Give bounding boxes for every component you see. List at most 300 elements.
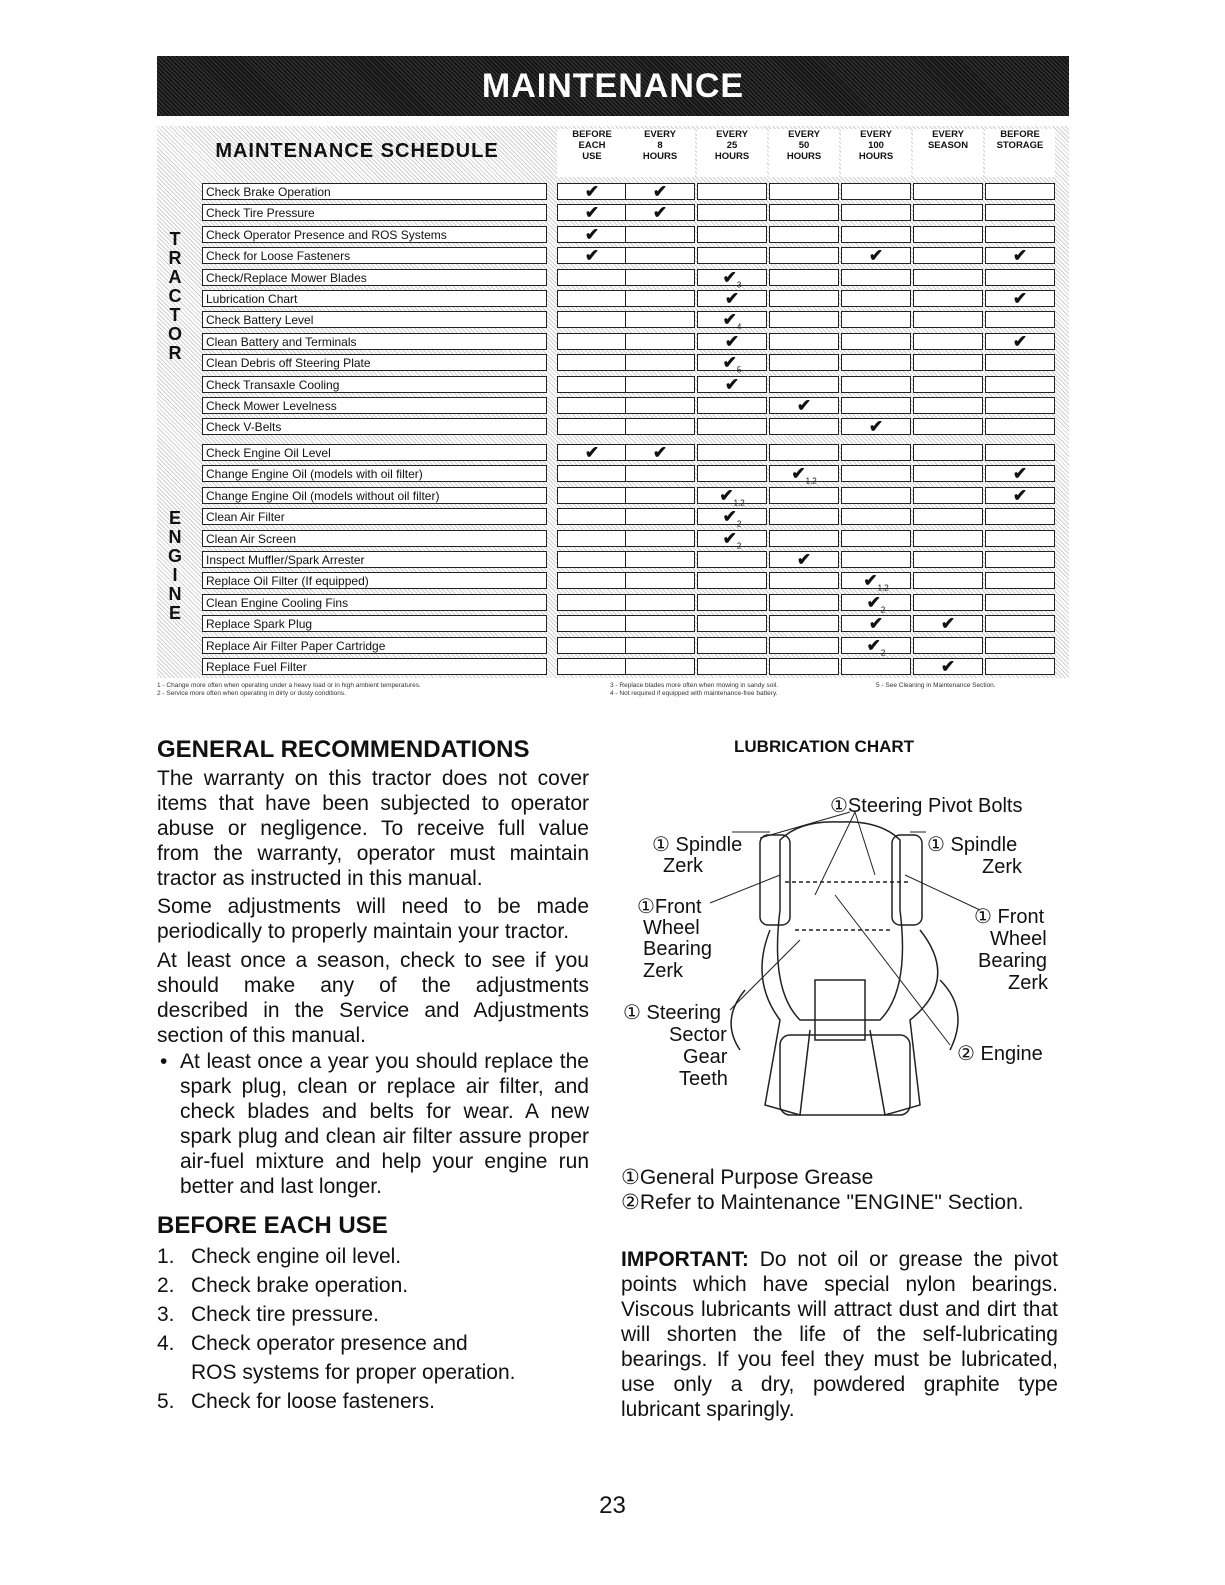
schedule-cell xyxy=(625,418,695,435)
schedule-cell xyxy=(557,269,627,286)
bullet-dot: • xyxy=(160,1050,168,1073)
schedule-cell xyxy=(841,530,911,547)
schedule-cell xyxy=(557,376,627,393)
schedule-cell xyxy=(557,637,627,654)
general-bullet: At least once a year you should replace the spark plug, clean or replace air filter, and check blades and belts for wear. A new spark plug and clean air filter assure proper air-fuel mixture and help your engine run better and last longer. xyxy=(180,1050,589,1198)
schedule-cell xyxy=(769,444,839,461)
column-header-line: EVERY xyxy=(644,129,676,140)
label-spindle-left: ① Spindle xyxy=(652,834,743,856)
schedule-cell xyxy=(625,311,695,328)
schedule-cell xyxy=(697,615,767,632)
general-paragraph-2: Some adjustments will need to be made periodically to properly maintain your tractor. xyxy=(157,895,589,943)
schedule-cell xyxy=(557,290,627,307)
schedule-cell xyxy=(769,508,839,525)
schedule-cell xyxy=(913,637,983,654)
footnote-ref: 5 xyxy=(736,365,742,375)
tractor-row: Check V-Belts xyxy=(202,418,547,435)
check-mark-icon: ✔ xyxy=(1012,464,1028,484)
schedule-cell xyxy=(625,508,695,525)
engine-row: Clean Engine Cooling Fins xyxy=(202,594,547,611)
schedule-cell xyxy=(769,311,839,328)
schedule-cell xyxy=(841,269,911,286)
schedule-cell xyxy=(841,658,911,675)
list-item: 3. Check tire pressure. xyxy=(157,1303,379,1326)
schedule-cell xyxy=(985,333,1055,350)
tractor-row: Check for Loose Fasteners xyxy=(202,247,547,264)
engine-row: Replace Fuel Filter xyxy=(202,658,547,675)
schedule-cell xyxy=(557,354,627,371)
schedule-cell xyxy=(841,247,911,264)
engine-row: Inspect Muffler/Spark Arrester xyxy=(202,551,547,568)
tractor-row: Check Brake Operation xyxy=(202,183,547,200)
schedule-cell xyxy=(557,444,627,461)
schedule-cell xyxy=(557,508,627,525)
column-header-line: HOURS xyxy=(714,151,750,162)
tractor-row: Check Battery Level xyxy=(202,311,547,328)
schedule-cell xyxy=(985,530,1055,547)
schedule-cell xyxy=(769,204,839,221)
check-mark-icon: ✔ xyxy=(584,182,600,201)
schedule-cell xyxy=(769,376,839,393)
maintenance-schedule-table xyxy=(157,126,1069,678)
column-header-line: BEFORE xyxy=(1000,129,1040,140)
schedule-cell xyxy=(913,508,983,525)
engine-row: Replace Air Filter Paper Cartridge xyxy=(202,637,547,654)
footnote-ref: 1,2 xyxy=(805,476,817,486)
schedule-cell xyxy=(769,551,839,568)
schedule-cell xyxy=(625,637,695,654)
schedule-cell xyxy=(769,183,839,200)
schedule-cell xyxy=(841,333,911,350)
check-mark-icon: ✔ xyxy=(584,224,600,244)
column-header-line: STORAGE xyxy=(996,140,1044,151)
schedule-cell xyxy=(841,615,911,632)
list-item: ROS systems for proper operation. xyxy=(191,1361,516,1384)
schedule-cell xyxy=(913,444,983,461)
check-mark-icon: ✔ xyxy=(868,417,884,437)
schedule-cell xyxy=(985,465,1055,482)
tractor-row: Clean Battery and Terminals xyxy=(202,333,547,350)
schedule-cell xyxy=(769,637,839,654)
schedule-cell xyxy=(769,333,839,350)
column-header-line: 8 xyxy=(657,140,663,151)
schedule-cell xyxy=(841,444,911,461)
footnote-ref: 1,2 xyxy=(877,583,889,593)
schedule-cell xyxy=(913,594,983,611)
schedule-cell xyxy=(985,397,1055,414)
tractor-row: Check Tire Pressure xyxy=(202,204,547,221)
check-mark-icon: ✔ xyxy=(1012,246,1028,266)
label-steering-3: Gear xyxy=(683,1046,728,1068)
schedule-cell xyxy=(841,508,911,525)
schedule-cell xyxy=(985,487,1055,504)
schedule-title: MAINTENANCE SCHEDULE xyxy=(215,139,499,162)
schedule-cell xyxy=(913,226,983,243)
label-front-wheel-right-2: Wheel xyxy=(990,928,1047,950)
check-mark-icon: ✔ xyxy=(863,571,878,591)
column-header-line: HOURS xyxy=(858,151,894,162)
schedule-cell xyxy=(913,269,983,286)
schedule-column-header xyxy=(557,129,627,177)
label-front-wheel-left-1: ①Front xyxy=(637,896,702,918)
schedule-cell xyxy=(769,594,839,611)
schedule-cell xyxy=(697,226,767,243)
label-front-wheel-right-1: ① Front xyxy=(974,906,1045,928)
schedule-cell xyxy=(625,530,695,547)
footnote-ref: 2 xyxy=(736,519,742,529)
tractor-row: Check Mower Levelness xyxy=(202,397,547,414)
schedule-cell xyxy=(985,290,1055,307)
schedule-cell xyxy=(557,397,627,414)
list-item: 2. Check brake operation. xyxy=(157,1274,409,1297)
footnote-ref: 2 xyxy=(736,540,742,550)
check-mark-icon: ✔ xyxy=(724,289,740,308)
schedule-cell xyxy=(625,204,695,221)
schedule-cell xyxy=(697,528,767,550)
footnote-ref: 2 xyxy=(880,647,886,657)
check-mark-icon: ✔ xyxy=(1012,485,1028,505)
schedule-cell xyxy=(625,226,695,243)
schedule-column-header xyxy=(625,129,695,177)
schedule-cell xyxy=(557,551,627,568)
page-number: 23 xyxy=(599,1492,626,1519)
maintenance-banner xyxy=(157,56,1069,116)
schedule-cell xyxy=(625,333,695,350)
schedule-column-header xyxy=(769,129,839,177)
schedule-cell xyxy=(697,376,767,393)
tractor-section-label: T R A C T O R xyxy=(167,229,182,363)
schedule-cell xyxy=(985,637,1055,654)
label-spindle-right: ① Spindle xyxy=(927,834,1018,856)
check-mark-icon: ✔ xyxy=(722,267,737,287)
label-front-wheel-right-4: Zerk xyxy=(1008,972,1048,994)
important-label: IMPORTANT: xyxy=(621,1248,749,1271)
schedule-cell xyxy=(557,487,627,504)
schedule-cell xyxy=(557,333,627,350)
schedule-cell xyxy=(913,376,983,393)
label-steering-pivot-bolts: ①Steering Pivot Bolts xyxy=(830,795,1023,817)
schedule-cell xyxy=(913,615,983,632)
engine-row: Clean Air Filter xyxy=(202,508,547,525)
schedule-cell xyxy=(769,418,839,435)
schedule-cell xyxy=(985,444,1055,461)
schedule-cell xyxy=(697,444,767,461)
check-mark-icon: ✔ xyxy=(652,443,668,462)
schedule-cell xyxy=(697,572,767,589)
schedule-cell xyxy=(625,658,695,675)
schedule-cell xyxy=(697,204,767,221)
column-header-line: EVERY xyxy=(932,129,964,140)
schedule-cell xyxy=(697,465,767,482)
schedule-cell xyxy=(625,551,695,568)
schedule-cell xyxy=(913,572,983,589)
label-engine: ② Engine xyxy=(957,1043,1043,1065)
schedule-column-header xyxy=(985,129,1055,177)
list-item: 4. Check operator presence and xyxy=(157,1332,468,1355)
schedule-cell xyxy=(841,204,911,221)
schedule-cell xyxy=(913,333,983,350)
list-item: 1. Check engine oil level. xyxy=(157,1245,402,1268)
schedule-cell xyxy=(769,269,839,286)
label-steering-2: Sector xyxy=(669,1024,727,1046)
check-mark-icon: ✔ xyxy=(724,331,740,351)
label-front-wheel-left-4: Zerk xyxy=(643,960,683,982)
schedule-cell xyxy=(841,376,911,393)
schedule-cell xyxy=(697,397,767,414)
column-header-line: 100 xyxy=(868,140,884,151)
schedule-cell xyxy=(985,269,1055,286)
footnote-5: 5 - See Cleaning in Maintenance Section. xyxy=(876,682,996,689)
engine-row: Clean Air Screen xyxy=(202,530,547,547)
label-front-wheel-left-2: Wheel xyxy=(643,917,700,939)
check-mark-icon: ✔ xyxy=(796,396,812,415)
check-mark-icon: ✔ xyxy=(796,550,812,569)
engine-row: Replace Spark Plug xyxy=(202,615,547,632)
footnote-1: 1 - Change more often when operating under a heavy load or in high ambient temperatures. xyxy=(157,682,421,689)
column-header-line: 50 xyxy=(798,140,810,151)
schedule-cell xyxy=(985,226,1055,243)
schedule-cell xyxy=(769,572,839,589)
schedule-cell xyxy=(557,204,627,221)
schedule-cell xyxy=(913,204,983,221)
schedule-cell xyxy=(697,551,767,568)
general-paragraph-3: At least once a season, check to see if you should make any of the adjustments described in the Service and Adjustments section of this manual. xyxy=(157,949,589,1047)
schedule-cell xyxy=(697,247,767,264)
schedule-cell xyxy=(697,267,767,289)
check-mark-icon: ✔ xyxy=(1012,331,1028,351)
schedule-cell xyxy=(841,418,911,435)
schedule-cell xyxy=(985,594,1055,611)
important-text: Do not oil or grease the pivot points which have special nylon bearings. Viscous lubricants will attract dust and dirt that will shorten the life of the self-lubricating bearings. If you feel they must be lubricated, use only a dry, powdered graphite type lubricant sparingly. xyxy=(621,1248,1058,1421)
footnote-ref: 4 xyxy=(736,322,742,332)
schedule-cell xyxy=(841,354,911,371)
schedule-cell xyxy=(841,571,911,593)
column-header-line: USE xyxy=(582,151,602,162)
schedule-cell xyxy=(985,418,1055,435)
check-mark-icon: ✔ xyxy=(719,485,734,505)
check-mark-icon: ✔ xyxy=(584,203,600,223)
schedule-cell xyxy=(841,635,911,657)
important-note xyxy=(621,1247,1058,1422)
check-mark-icon: ✔ xyxy=(1012,289,1028,308)
schedule-cell xyxy=(841,487,911,504)
column-header-line: HOURS xyxy=(786,151,822,162)
schedule-cell xyxy=(769,658,839,675)
tractor-row: Check/Replace Mower Blades xyxy=(202,269,547,286)
schedule-column-header xyxy=(697,129,767,177)
schedule-cell xyxy=(697,310,767,332)
footnote-2: 2 - Service more often when operating in dirty or dusty conditions. xyxy=(157,690,346,697)
check-mark-icon: ✔ xyxy=(652,182,668,201)
legend-refer-engine: ②Refer to Maintenance "ENGINE" Section. xyxy=(621,1191,1024,1214)
schedule-cell xyxy=(913,418,983,435)
schedule-cell xyxy=(697,418,767,435)
schedule-cell xyxy=(913,397,983,414)
engine-row: Change Engine Oil (models with oil filter) xyxy=(202,465,547,482)
schedule-cell xyxy=(557,530,627,547)
schedule-cell xyxy=(697,507,767,529)
check-mark-icon: ✔ xyxy=(584,443,600,462)
schedule-cell xyxy=(769,226,839,243)
lubrication-chart-title: LUBRICATION CHART xyxy=(734,737,915,756)
column-header-line: SEASON xyxy=(927,140,969,151)
label-steering-1: ① Steering xyxy=(623,1002,721,1024)
schedule-cell xyxy=(841,226,911,243)
check-mark-icon: ✔ xyxy=(722,310,737,330)
check-mark-icon: ✔ xyxy=(724,374,740,394)
schedule-cell xyxy=(913,311,983,328)
footnote-ref: 2 xyxy=(880,605,886,615)
schedule-cell xyxy=(769,354,839,371)
label-spindle-left-zerk: Zerk xyxy=(663,855,703,877)
schedule-cell xyxy=(985,658,1055,675)
schedule-cell xyxy=(769,464,839,486)
schedule-cell xyxy=(841,551,911,568)
schedule-cell xyxy=(625,269,695,286)
legend-general-purpose-grease: ①General Purpose Grease xyxy=(621,1166,874,1189)
schedule-cell xyxy=(769,615,839,632)
schedule-cell xyxy=(625,594,695,611)
tractor-row: Lubrication Chart xyxy=(202,290,547,307)
schedule-cell xyxy=(841,183,911,200)
schedule-cell xyxy=(557,594,627,611)
schedule-cell xyxy=(841,290,911,307)
schedule-cell xyxy=(625,615,695,632)
tractor-row: Check Transaxle Cooling xyxy=(202,376,547,393)
schedule-cell xyxy=(913,465,983,482)
schedule-cell xyxy=(625,247,695,264)
schedule-cell xyxy=(557,247,627,264)
footnote-ref: 1,2 xyxy=(733,498,745,508)
engine-section-label: E N G I N E xyxy=(167,508,182,623)
lubrication-legend xyxy=(621,1165,1024,1215)
footnote-4: 4 - Not required if equipped with maintenance-free battery. xyxy=(610,690,778,697)
schedule-cell xyxy=(625,183,695,200)
check-mark-icon: ✔ xyxy=(584,246,600,266)
schedule-column-header xyxy=(913,129,983,177)
label-steering-4: Teeth xyxy=(679,1068,728,1090)
check-mark-icon: ✔ xyxy=(722,353,737,373)
schedule-cell xyxy=(697,183,767,200)
schedule-cell xyxy=(625,290,695,307)
schedule-cell xyxy=(557,658,627,675)
schedule-cell xyxy=(557,226,627,243)
schedule-cell xyxy=(913,290,983,307)
footnote-ref: 3 xyxy=(736,279,742,289)
column-header-line: 25 xyxy=(726,140,738,151)
schedule-cell xyxy=(913,530,983,547)
schedule-column-header xyxy=(841,129,911,177)
before-each-use-heading: BEFORE EACH USE xyxy=(157,1212,388,1239)
engine-row: Replace Oil Filter (If equipped) xyxy=(202,572,547,589)
schedule-cell xyxy=(985,615,1055,632)
schedule-cell xyxy=(913,551,983,568)
schedule-cell xyxy=(697,594,767,611)
schedule-cell xyxy=(625,465,695,482)
before-each-use-list xyxy=(157,1242,515,1416)
schedule-cell xyxy=(557,311,627,328)
schedule-cell xyxy=(697,290,767,307)
schedule-cell xyxy=(769,247,839,264)
schedule-cell xyxy=(985,311,1055,328)
schedule-cell xyxy=(625,572,695,589)
check-mark-icon: ✔ xyxy=(722,507,737,527)
schedule-cell xyxy=(985,354,1055,371)
column-header-line: BEFORE xyxy=(572,129,612,140)
check-mark-icon: ✔ xyxy=(940,657,956,676)
schedule-cell xyxy=(697,658,767,675)
schedule-cell xyxy=(625,444,695,461)
check-mark-icon: ✔ xyxy=(940,614,956,634)
schedule-cell xyxy=(841,465,911,482)
schedule-cell xyxy=(625,397,695,414)
engine-row: Check Engine Oil Level xyxy=(202,444,547,461)
schedule-cell xyxy=(913,247,983,264)
schedule-cell xyxy=(913,354,983,371)
schedule-cell xyxy=(985,551,1055,568)
column-header-line: EACH xyxy=(578,140,606,151)
schedule-cell xyxy=(841,592,911,615)
schedule-cell xyxy=(557,465,627,482)
schedule-cell xyxy=(769,290,839,307)
check-mark-icon: ✔ xyxy=(791,464,806,484)
engine-row: Change Engine Oil (models without oil filter) xyxy=(202,487,547,504)
check-mark-icon: ✔ xyxy=(722,528,737,548)
schedule-cell xyxy=(985,572,1055,589)
schedule-cell xyxy=(769,530,839,547)
schedule-cell xyxy=(841,397,911,414)
check-mark-icon: ✔ xyxy=(866,592,881,612)
schedule-cell xyxy=(625,376,695,393)
schedule-cell xyxy=(697,333,767,350)
tractor-row: Clean Debris off Steering Plate xyxy=(202,354,547,371)
schedule-cell xyxy=(557,615,627,632)
column-header-line: EVERY xyxy=(788,129,820,140)
column-header-line: EVERY xyxy=(860,129,892,140)
schedule-cell xyxy=(625,354,695,371)
check-mark-icon: ✔ xyxy=(652,203,668,223)
schedule-cell xyxy=(985,508,1055,525)
banner-title: MAINTENANCE xyxy=(481,66,745,105)
footnote-3: 3 - Replace blades more often when mowing in sandy soil. xyxy=(610,682,779,689)
schedule-cell xyxy=(913,658,983,675)
schedule-cell xyxy=(985,183,1055,200)
schedule-cell xyxy=(769,487,839,504)
schedule-cell xyxy=(913,183,983,200)
check-mark-icon: ✔ xyxy=(866,635,881,655)
schedule-cell xyxy=(697,485,767,508)
schedule-cell xyxy=(557,183,627,200)
schedule-cell xyxy=(697,353,767,375)
schedule-cell xyxy=(985,376,1055,393)
schedule-cell xyxy=(985,247,1055,264)
label-spindle-right-zerk: Zerk xyxy=(982,856,1022,878)
general-paragraph-1: The warranty on this tractor does not cover items that have been subjected to operator abuse or negligence. To receive full value from the warranty, operator must maintain tractor as instructed in this manual. xyxy=(157,767,589,890)
list-item: 5. Check for loose fasteners. xyxy=(157,1390,435,1413)
check-mark-icon: ✔ xyxy=(868,246,884,266)
schedule-cell xyxy=(841,311,911,328)
tractor-row: Check Operator Presence and ROS Systems xyxy=(202,226,547,243)
column-header-line: HOURS xyxy=(642,151,678,162)
schedule-cell xyxy=(697,637,767,654)
label-front-wheel-left-3: Bearing xyxy=(643,938,712,960)
schedule-cell xyxy=(557,572,627,589)
general-recommendations-heading: GENERAL RECOMMENDATIONS xyxy=(157,736,530,763)
schedule-cell xyxy=(557,418,627,435)
schedule-cell xyxy=(769,397,839,414)
schedule-cell xyxy=(985,204,1055,221)
check-mark-icon: ✔ xyxy=(868,614,884,634)
